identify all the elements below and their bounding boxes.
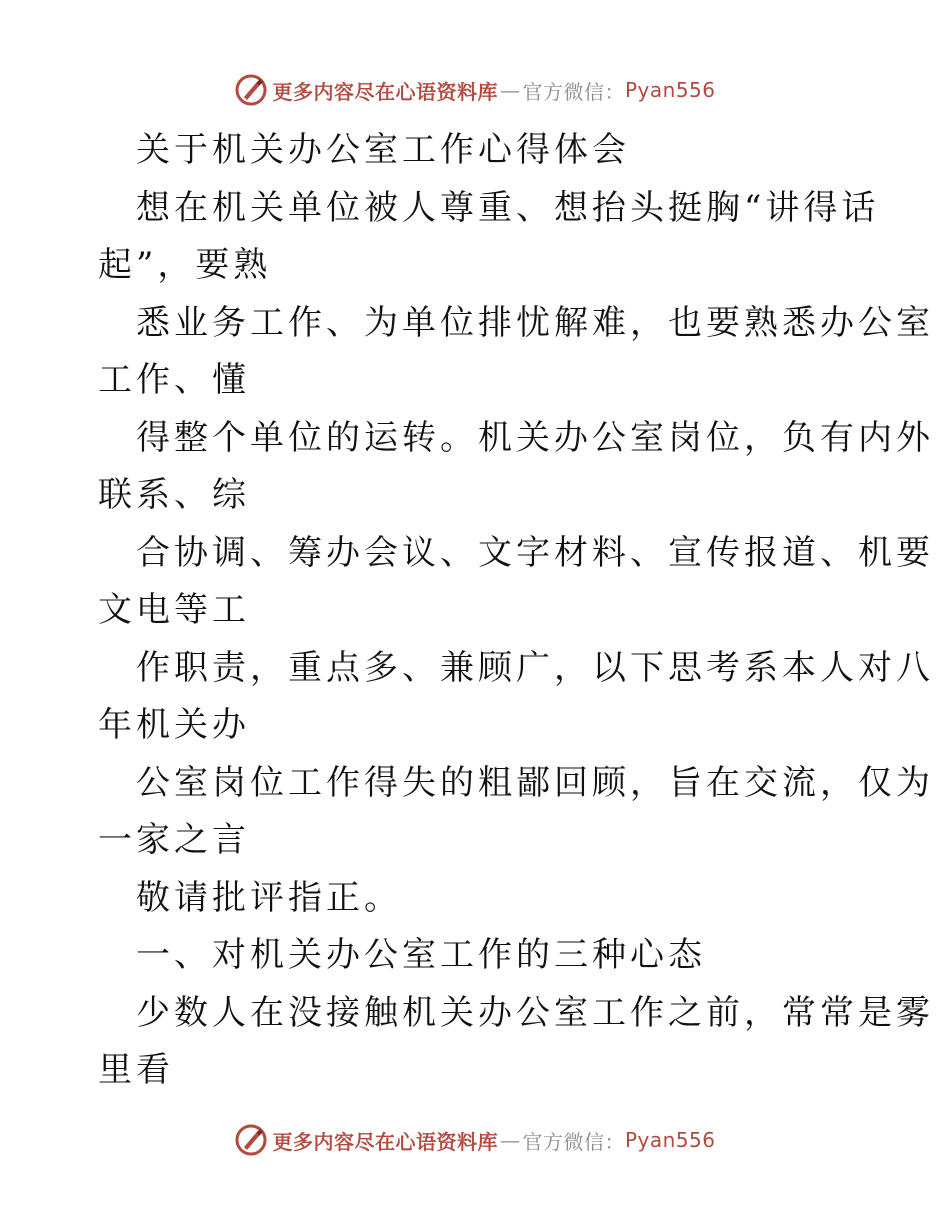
footer-banner (0, 1120, 950, 1160)
header-banner (0, 70, 950, 110)
paragraph-line: 起”，要熟 (98, 245, 272, 285)
paragraph-line: 少数人在没接触机关办公室工作之前，常常是雾 (136, 992, 934, 1033)
paragraph-line: 想在机关单位被人尊重、想抬头挺胸“讲得话 (136, 187, 880, 228)
paragraph-line: 工作、懂 (98, 360, 250, 400)
paragraph-line: 里看 (98, 1050, 174, 1090)
pen-seal-icon (234, 73, 268, 107)
brand-text: 更多内容尽在心语资料库 (272, 1129, 498, 1154)
paragraph-line: 作职责，重点多、兼顾广，以下思考系本人对八 (136, 647, 934, 688)
paragraph-line: 敬请批评指正。 (136, 877, 402, 918)
paragraph-line: 悉业务工作、为单位排忧解难，也要熟悉办公室 (136, 302, 934, 343)
contact-label: 官方微信： (522, 1129, 625, 1154)
contact-id: Pyan556 (624, 78, 716, 102)
paragraph-line: 年机关办 (98, 705, 250, 745)
paragraph-line: 公室岗位工作得失的粗鄙回顾，旨在交流，仅为 (136, 762, 934, 803)
paragraph-line: 合协调、筹办会议、文字材料、宣传报道、机要 (136, 532, 934, 573)
section-heading: 一、对机关办公室工作的三种心态 (136, 935, 706, 975)
pen-seal-icon (234, 1123, 268, 1157)
document-body (98, 122, 934, 1100)
banner-dash: — (499, 1128, 521, 1152)
contact-label: 官方微信： (522, 79, 625, 104)
contact-id: Pyan556 (624, 1128, 716, 1152)
paragraph-line: 得整个单位的运转。机关办公室岗位，负有内外 (136, 417, 934, 458)
paragraph-line: 联系、综 (98, 475, 250, 515)
brand-text: 更多内容尽在心语资料库 (272, 79, 498, 104)
document-title: 关于机关办公室工作心得体会 (136, 130, 630, 170)
banner-dash: — (499, 78, 521, 102)
paragraph-line: 一家之言 (98, 820, 250, 860)
paragraph-line: 文电等工 (98, 590, 250, 630)
